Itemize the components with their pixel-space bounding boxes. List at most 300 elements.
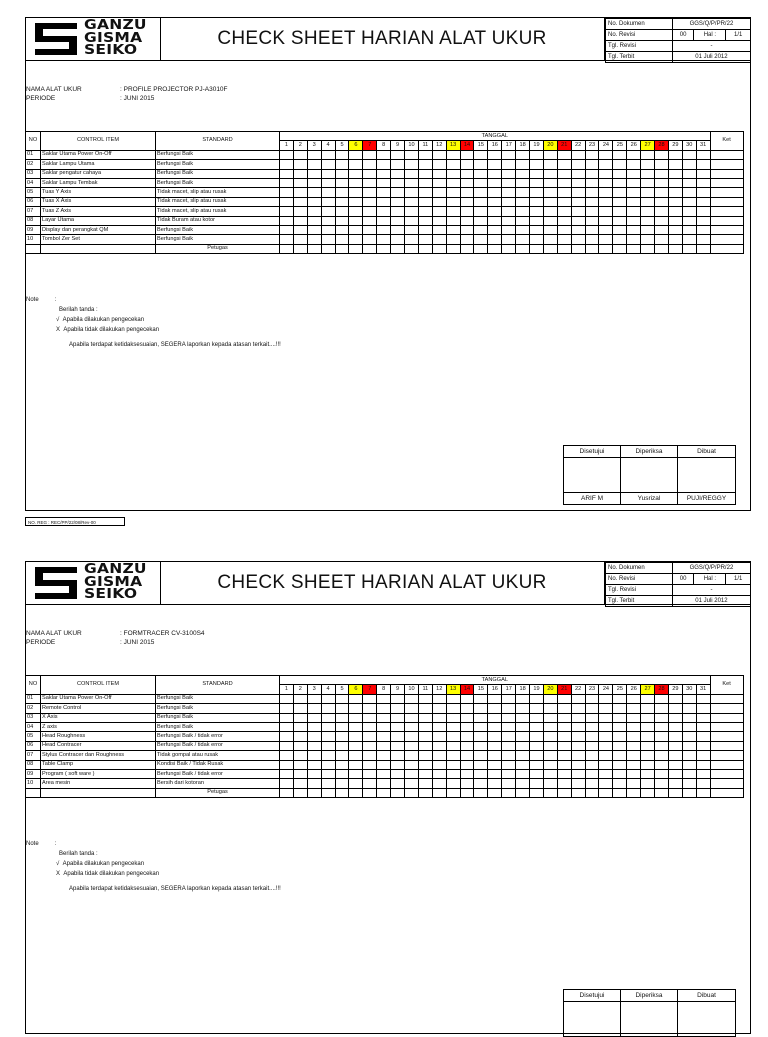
petugas-cell[interactable] <box>530 788 544 797</box>
check-cell[interactable] <box>696 779 710 788</box>
check-cell[interactable] <box>321 704 335 713</box>
check-cell[interactable] <box>668 751 682 760</box>
check-cell[interactable] <box>321 197 335 206</box>
check-cell[interactable] <box>599 160 613 169</box>
check-cell[interactable] <box>474 694 488 703</box>
check-cell[interactable] <box>488 760 502 769</box>
check-cell[interactable] <box>377 713 391 722</box>
check-cell[interactable] <box>488 235 502 244</box>
check-cell[interactable] <box>488 779 502 788</box>
check-cell[interactable] <box>446 694 460 703</box>
check-cell[interactable] <box>530 160 544 169</box>
check-cell[interactable] <box>280 751 294 760</box>
check-cell[interactable] <box>321 216 335 225</box>
check-cell[interactable] <box>349 150 363 159</box>
check-cell[interactable] <box>446 216 460 225</box>
check-cell[interactable] <box>349 160 363 169</box>
petugas-cell[interactable] <box>474 244 488 253</box>
check-cell[interactable] <box>655 225 669 234</box>
check-cell[interactable] <box>335 178 349 187</box>
check-cell[interactable] <box>280 169 294 178</box>
check-cell[interactable] <box>335 713 349 722</box>
check-cell[interactable] <box>446 732 460 741</box>
check-cell[interactable] <box>599 769 613 778</box>
check-cell[interactable] <box>585 741 599 750</box>
check-cell[interactable] <box>432 732 446 741</box>
check-cell[interactable] <box>432 760 446 769</box>
check-cell[interactable] <box>682 722 696 731</box>
check-cell[interactable] <box>655 207 669 216</box>
check-cell[interactable] <box>405 694 419 703</box>
check-cell[interactable] <box>599 225 613 234</box>
check-cell[interactable] <box>641 150 655 159</box>
check-cell[interactable] <box>349 779 363 788</box>
check-cell[interactable] <box>405 216 419 225</box>
check-cell[interactable] <box>405 150 419 159</box>
check-cell[interactable] <box>432 169 446 178</box>
petugas-cell[interactable] <box>668 788 682 797</box>
check-cell[interactable] <box>418 207 432 216</box>
check-cell[interactable] <box>696 722 710 731</box>
check-cell[interactable] <box>349 751 363 760</box>
petugas-cell[interactable] <box>446 244 460 253</box>
check-cell[interactable] <box>516 779 530 788</box>
check-cell[interactable] <box>280 741 294 750</box>
check-cell[interactable] <box>307 207 321 216</box>
check-cell[interactable] <box>405 722 419 731</box>
check-cell[interactable] <box>377 741 391 750</box>
petugas-cell[interactable] <box>349 244 363 253</box>
check-cell[interactable] <box>307 741 321 750</box>
check-cell[interactable] <box>682 704 696 713</box>
check-cell[interactable] <box>516 235 530 244</box>
check-cell[interactable] <box>363 150 377 159</box>
ket-cell[interactable] <box>710 751 743 760</box>
check-cell[interactable] <box>641 235 655 244</box>
check-cell[interactable] <box>627 694 641 703</box>
check-cell[interactable] <box>655 169 669 178</box>
check-cell[interactable] <box>516 225 530 234</box>
check-cell[interactable] <box>307 188 321 197</box>
petugas-cell[interactable] <box>557 788 571 797</box>
check-cell[interactable] <box>405 751 419 760</box>
check-cell[interactable] <box>682 169 696 178</box>
check-cell[interactable] <box>280 769 294 778</box>
check-cell[interactable] <box>668 769 682 778</box>
check-cell[interactable] <box>696 751 710 760</box>
check-cell[interactable] <box>641 713 655 722</box>
check-cell[interactable] <box>641 722 655 731</box>
check-cell[interactable] <box>557 235 571 244</box>
check-cell[interactable] <box>335 150 349 159</box>
check-cell[interactable] <box>405 197 419 206</box>
check-cell[interactable] <box>321 225 335 234</box>
check-cell[interactable] <box>557 225 571 234</box>
petugas-cell[interactable] <box>474 788 488 797</box>
check-cell[interactable] <box>335 732 349 741</box>
check-cell[interactable] <box>585 160 599 169</box>
check-cell[interactable] <box>668 741 682 750</box>
check-cell[interactable] <box>280 197 294 206</box>
check-cell[interactable] <box>696 713 710 722</box>
check-cell[interactable] <box>655 188 669 197</box>
check-cell[interactable] <box>280 178 294 187</box>
check-cell[interactable] <box>571 769 585 778</box>
check-cell[interactable] <box>335 741 349 750</box>
check-cell[interactable] <box>571 225 585 234</box>
check-cell[interactable] <box>405 741 419 750</box>
petugas-cell[interactable] <box>641 788 655 797</box>
check-cell[interactable] <box>613 225 627 234</box>
petugas-cell[interactable] <box>655 788 669 797</box>
check-cell[interactable] <box>446 713 460 722</box>
check-cell[interactable] <box>585 769 599 778</box>
check-cell[interactable] <box>599 235 613 244</box>
check-cell[interactable] <box>696 732 710 741</box>
check-cell[interactable] <box>502 235 516 244</box>
check-cell[interactable] <box>502 160 516 169</box>
petugas-cell[interactable] <box>543 788 557 797</box>
check-cell[interactable] <box>460 150 474 159</box>
petugas-cell[interactable] <box>599 244 613 253</box>
check-cell[interactable] <box>682 225 696 234</box>
check-cell[interactable] <box>377 225 391 234</box>
ket-cell[interactable] <box>710 779 743 788</box>
check-cell[interactable] <box>307 751 321 760</box>
check-cell[interactable] <box>307 694 321 703</box>
petugas-cell[interactable] <box>599 788 613 797</box>
check-cell[interactable] <box>460 207 474 216</box>
check-cell[interactable] <box>307 225 321 234</box>
check-cell[interactable] <box>516 207 530 216</box>
check-cell[interactable] <box>432 741 446 750</box>
check-cell[interactable] <box>571 704 585 713</box>
check-cell[interactable] <box>293 160 307 169</box>
check-cell[interactable] <box>349 235 363 244</box>
petugas-cell[interactable] <box>418 788 432 797</box>
check-cell[interactable] <box>585 178 599 187</box>
check-cell[interactable] <box>488 732 502 741</box>
check-cell[interactable] <box>557 150 571 159</box>
check-cell[interactable] <box>502 732 516 741</box>
check-cell[interactable] <box>516 713 530 722</box>
check-cell[interactable] <box>627 732 641 741</box>
check-cell[interactable] <box>349 769 363 778</box>
check-cell[interactable] <box>432 160 446 169</box>
petugas-cell[interactable] <box>502 244 516 253</box>
check-cell[interactable] <box>585 225 599 234</box>
check-cell[interactable] <box>516 169 530 178</box>
check-cell[interactable] <box>474 225 488 234</box>
petugas-cell[interactable] <box>627 788 641 797</box>
check-cell[interactable] <box>599 178 613 187</box>
petugas-cell[interactable] <box>488 244 502 253</box>
check-cell[interactable] <box>363 741 377 750</box>
check-cell[interactable] <box>432 751 446 760</box>
check-cell[interactable] <box>280 216 294 225</box>
check-cell[interactable] <box>391 235 405 244</box>
check-cell[interactable] <box>349 694 363 703</box>
check-cell[interactable] <box>655 235 669 244</box>
check-cell[interactable] <box>293 169 307 178</box>
check-cell[interactable] <box>293 779 307 788</box>
ket-cell[interactable] <box>710 225 743 234</box>
check-cell[interactable] <box>557 169 571 178</box>
petugas-cell[interactable] <box>516 788 530 797</box>
petugas-cell[interactable] <box>557 244 571 253</box>
petugas-cell[interactable] <box>571 788 585 797</box>
check-cell[interactable] <box>349 169 363 178</box>
check-cell[interactable] <box>585 188 599 197</box>
check-cell[interactable] <box>571 197 585 206</box>
check-cell[interactable] <box>391 178 405 187</box>
check-cell[interactable] <box>599 188 613 197</box>
ket-cell[interactable] <box>710 769 743 778</box>
check-cell[interactable] <box>293 713 307 722</box>
check-cell[interactable] <box>696 769 710 778</box>
check-cell[interactable] <box>432 722 446 731</box>
check-cell[interactable] <box>585 207 599 216</box>
check-cell[interactable] <box>377 207 391 216</box>
check-cell[interactable] <box>696 150 710 159</box>
check-cell[interactable] <box>377 760 391 769</box>
check-cell[interactable] <box>530 197 544 206</box>
check-cell[interactable] <box>391 751 405 760</box>
check-cell[interactable] <box>627 169 641 178</box>
check-cell[interactable] <box>613 741 627 750</box>
check-cell[interactable] <box>488 694 502 703</box>
check-cell[interactable] <box>696 169 710 178</box>
check-cell[interactable] <box>474 150 488 159</box>
check-cell[interactable] <box>585 751 599 760</box>
check-cell[interactable] <box>363 197 377 206</box>
check-cell[interactable] <box>335 160 349 169</box>
check-cell[interactable] <box>488 216 502 225</box>
check-cell[interactable] <box>377 704 391 713</box>
check-cell[interactable] <box>391 741 405 750</box>
check-cell[interactable] <box>363 235 377 244</box>
petugas-cell[interactable] <box>696 788 710 797</box>
check-cell[interactable] <box>377 188 391 197</box>
check-cell[interactable] <box>488 178 502 187</box>
check-cell[interactable] <box>349 760 363 769</box>
check-cell[interactable] <box>460 197 474 206</box>
check-cell[interactable] <box>363 169 377 178</box>
ket-cell[interactable] <box>710 150 743 159</box>
check-cell[interactable] <box>585 150 599 159</box>
check-cell[interactable] <box>391 225 405 234</box>
check-cell[interactable] <box>530 713 544 722</box>
check-cell[interactable] <box>585 722 599 731</box>
check-cell[interactable] <box>668 732 682 741</box>
check-cell[interactable] <box>655 216 669 225</box>
check-cell[interactable] <box>293 197 307 206</box>
check-cell[interactable] <box>293 694 307 703</box>
check-cell[interactable] <box>377 769 391 778</box>
check-cell[interactable] <box>418 216 432 225</box>
check-cell[interactable] <box>432 694 446 703</box>
check-cell[interactable] <box>446 225 460 234</box>
petugas-cell[interactable] <box>432 244 446 253</box>
check-cell[interactable] <box>696 235 710 244</box>
check-cell[interactable] <box>391 769 405 778</box>
check-cell[interactable] <box>543 704 557 713</box>
check-cell[interactable] <box>599 197 613 206</box>
check-cell[interactable] <box>557 722 571 731</box>
check-cell[interactable] <box>377 779 391 788</box>
check-cell[interactable] <box>280 713 294 722</box>
ket-cell[interactable] <box>710 216 743 225</box>
check-cell[interactable] <box>293 150 307 159</box>
check-cell[interactable] <box>349 704 363 713</box>
check-cell[interactable] <box>585 197 599 206</box>
check-cell[interactable] <box>391 779 405 788</box>
check-cell[interactable] <box>349 713 363 722</box>
check-cell[interactable] <box>543 732 557 741</box>
petugas-cell[interactable] <box>405 244 419 253</box>
petugas-cell[interactable] <box>613 788 627 797</box>
check-cell[interactable] <box>432 713 446 722</box>
check-cell[interactable] <box>543 169 557 178</box>
check-cell[interactable] <box>391 207 405 216</box>
check-cell[interactable] <box>280 732 294 741</box>
check-cell[interactable] <box>418 732 432 741</box>
check-cell[interactable] <box>571 741 585 750</box>
check-cell[interactable] <box>377 732 391 741</box>
check-cell[interactable] <box>418 178 432 187</box>
check-cell[interactable] <box>460 694 474 703</box>
check-cell[interactable] <box>530 150 544 159</box>
check-cell[interactable] <box>418 760 432 769</box>
check-cell[interactable] <box>613 751 627 760</box>
check-cell[interactable] <box>349 741 363 750</box>
check-cell[interactable] <box>293 216 307 225</box>
check-cell[interactable] <box>488 169 502 178</box>
check-cell[interactable] <box>641 225 655 234</box>
check-cell[interactable] <box>460 160 474 169</box>
check-cell[interactable] <box>474 160 488 169</box>
check-cell[interactable] <box>502 694 516 703</box>
check-cell[interactable] <box>349 225 363 234</box>
check-cell[interactable] <box>696 760 710 769</box>
petugas-cell[interactable] <box>335 244 349 253</box>
check-cell[interactable] <box>668 197 682 206</box>
ket-cell[interactable] <box>710 169 743 178</box>
check-cell[interactable] <box>460 235 474 244</box>
check-cell[interactable] <box>405 169 419 178</box>
check-cell[interactable] <box>655 150 669 159</box>
check-cell[interactable] <box>321 235 335 244</box>
check-cell[interactable] <box>613 704 627 713</box>
petugas-cell[interactable] <box>432 788 446 797</box>
check-cell[interactable] <box>335 760 349 769</box>
check-cell[interactable] <box>599 694 613 703</box>
check-cell[interactable] <box>502 779 516 788</box>
petugas-cell[interactable] <box>668 244 682 253</box>
check-cell[interactable] <box>613 732 627 741</box>
check-cell[interactable] <box>405 178 419 187</box>
check-cell[interactable] <box>655 160 669 169</box>
check-cell[interactable] <box>307 178 321 187</box>
check-cell[interactable] <box>516 760 530 769</box>
check-cell[interactable] <box>627 704 641 713</box>
check-cell[interactable] <box>391 188 405 197</box>
check-cell[interactable] <box>516 751 530 760</box>
check-cell[interactable] <box>668 779 682 788</box>
check-cell[interactable] <box>571 713 585 722</box>
check-cell[interactable] <box>668 178 682 187</box>
check-cell[interactable] <box>543 178 557 187</box>
check-cell[interactable] <box>641 178 655 187</box>
check-cell[interactable] <box>585 235 599 244</box>
check-cell[interactable] <box>363 160 377 169</box>
check-cell[interactable] <box>460 188 474 197</box>
check-cell[interactable] <box>627 178 641 187</box>
check-cell[interactable] <box>321 694 335 703</box>
check-cell[interactable] <box>307 779 321 788</box>
check-cell[interactable] <box>349 207 363 216</box>
check-cell[interactable] <box>502 178 516 187</box>
check-cell[interactable] <box>377 197 391 206</box>
check-cell[interactable] <box>557 751 571 760</box>
check-cell[interactable] <box>349 197 363 206</box>
check-cell[interactable] <box>627 760 641 769</box>
check-cell[interactable] <box>363 704 377 713</box>
check-cell[interactable] <box>502 225 516 234</box>
petugas-cell[interactable] <box>335 788 349 797</box>
check-cell[interactable] <box>641 188 655 197</box>
check-cell[interactable] <box>641 779 655 788</box>
check-cell[interactable] <box>641 694 655 703</box>
check-cell[interactable] <box>418 779 432 788</box>
check-cell[interactable] <box>488 225 502 234</box>
check-cell[interactable] <box>418 188 432 197</box>
check-cell[interactable] <box>363 732 377 741</box>
check-cell[interactable] <box>668 694 682 703</box>
petugas-cell[interactable] <box>585 788 599 797</box>
check-cell[interactable] <box>418 169 432 178</box>
check-cell[interactable] <box>446 188 460 197</box>
check-cell[interactable] <box>599 722 613 731</box>
check-cell[interactable] <box>335 207 349 216</box>
check-cell[interactable] <box>571 751 585 760</box>
check-cell[interactable] <box>696 225 710 234</box>
check-cell[interactable] <box>530 779 544 788</box>
check-cell[interactable] <box>543 722 557 731</box>
check-cell[interactable] <box>474 760 488 769</box>
check-cell[interactable] <box>668 160 682 169</box>
check-cell[interactable] <box>307 732 321 741</box>
check-cell[interactable] <box>432 704 446 713</box>
check-cell[interactable] <box>599 150 613 159</box>
check-cell[interactable] <box>682 713 696 722</box>
check-cell[interactable] <box>627 150 641 159</box>
check-cell[interactable] <box>627 197 641 206</box>
check-cell[interactable] <box>488 769 502 778</box>
check-cell[interactable] <box>474 197 488 206</box>
check-cell[interactable] <box>599 732 613 741</box>
check-cell[interactable] <box>516 150 530 159</box>
check-cell[interactable] <box>682 197 696 206</box>
check-cell[interactable] <box>293 188 307 197</box>
check-cell[interactable] <box>613 769 627 778</box>
check-cell[interactable] <box>571 207 585 216</box>
check-cell[interactable] <box>557 769 571 778</box>
check-cell[interactable] <box>627 713 641 722</box>
check-cell[interactable] <box>293 178 307 187</box>
check-cell[interactable] <box>502 722 516 731</box>
check-cell[interactable] <box>418 150 432 159</box>
